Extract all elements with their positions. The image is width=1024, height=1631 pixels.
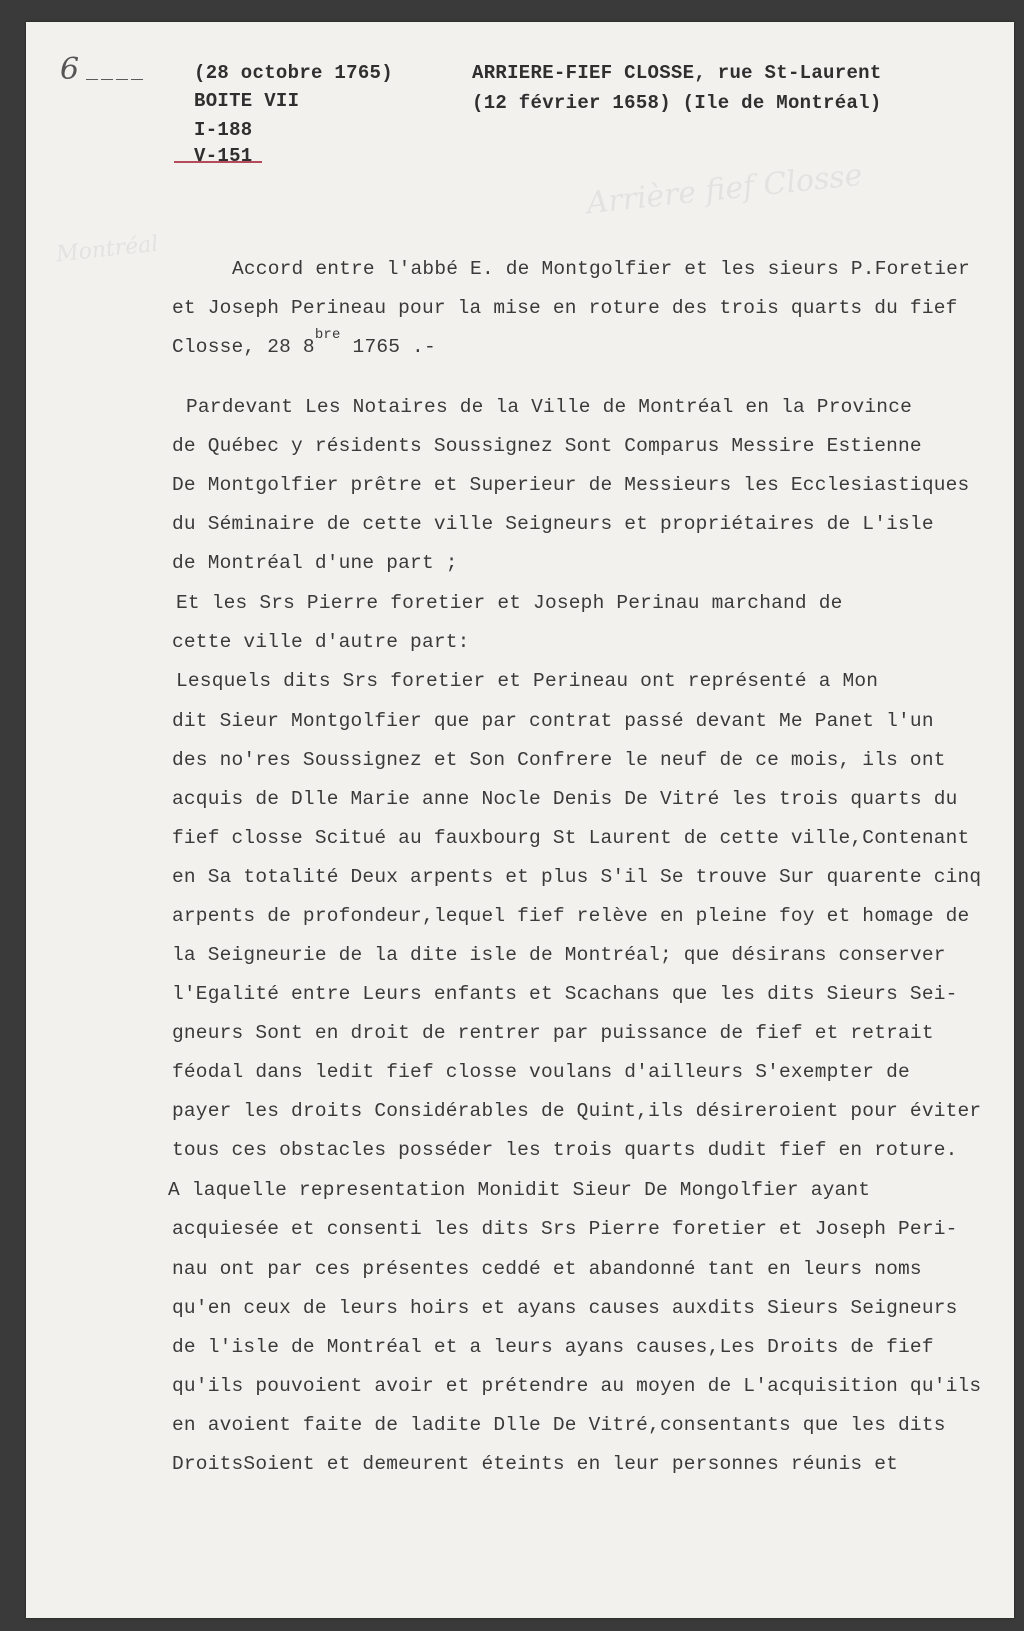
- header-ref-1: I-188: [194, 119, 253, 141]
- body-line: dit Sieur Montgolfier que par contrat passé devant Me Panet l'un: [172, 710, 934, 732]
- body-line: acquiesée et consenti les dits Srs Pierre foretier et Joseph Peri-: [172, 1218, 958, 1240]
- header-ref-2: V-151: [194, 145, 253, 167]
- body-line: féodal dans ledit fief closse voulans d'ailleurs S'exempter de: [172, 1061, 910, 1083]
- header-date: (28 octobre 1765): [194, 62, 393, 84]
- summary-line-1: Accord entre l'abbé E. de Montgolfier et les sieurs P.Foretier: [232, 258, 970, 280]
- header-subtitle: (12 février 1658) (Ile de Montréal): [472, 92, 882, 114]
- header-box: BOITE VII: [194, 90, 300, 112]
- header-ref-2-underline: [174, 161, 262, 163]
- body-line: de Québec y résidents Soussignez Sont Comparus Messire Estienne: [172, 435, 922, 457]
- body-line: arpents de profondeur,lequel fief relève en pleine foy et homage de: [172, 905, 970, 927]
- body-line: Lesquels dits Srs foretier et Perineau ont représenté a Mon: [176, 670, 879, 692]
- body-line: acquis de Dlle Marie anne Nocle Denis De Vitré les trois quarts du: [172, 788, 958, 810]
- header-title: ARRIERE-FIEF CLOSSE, rue St-Laurent: [472, 62, 882, 84]
- body-line: de l'isle de Montréal et a leurs ayans causes,Les Droits de fief: [172, 1336, 934, 1358]
- body-line: qu'ils pouvoient avoir et prétendre au moyen de L'acquisition qu'ils: [172, 1375, 982, 1397]
- body-line: Pardevant Les Notaires de la Ville de Montréal en la Province: [186, 396, 913, 418]
- body-line: la Seigneurie de la dite isle de Montréal; que désirans conserver: [172, 944, 946, 966]
- body-line: qu'en ceux de leurs hoirs et ayans causes auxdits Sieurs Seigneurs: [172, 1297, 958, 1319]
- bleed-through-mark: Montréal: [54, 231, 160, 268]
- body-line: gneurs Sont en droit de rentrer par puissance de fief et retrait: [172, 1022, 934, 1044]
- document-page: [26, 22, 1014, 1618]
- bleed-through-mark: Arrière fief Closse: [584, 157, 864, 222]
- summary-line-3-text: Closse, 28 8: [172, 336, 315, 358]
- body-line: de Montréal d'une part ;: [172, 552, 458, 574]
- body-line: payer les droits Considérables de Quint,ils désireroient pour éviter: [172, 1100, 982, 1122]
- body-line: en avoient faite de ladite Dlle De Vitré,consentants que les dits: [172, 1414, 946, 1436]
- body-line: cette ville d'autre part:: [172, 631, 470, 653]
- handwritten-number: 6: [60, 52, 80, 87]
- summary-line-2: et Joseph Perineau pour la mise en roture des trois quarts du fief: [172, 297, 958, 319]
- body-line: nau ont par ces présentes ceddé et abandonné tant en leurs noms: [172, 1258, 922, 1280]
- body-line: DroitsSoient et demeurent éteints en leur personnes réunis et: [172, 1453, 899, 1475]
- body-line: A laquelle representation Monidit Sieur De Mongolfier ayant: [168, 1179, 871, 1201]
- body-line: fief closse Scitué au fauxbourg St Laurent de cette ville,Contenant: [172, 827, 970, 849]
- body-line: Et les Srs Pierre foretier et Joseph Perinau marchand de: [176, 592, 843, 614]
- handwritten-dashes: ____: [86, 62, 147, 85]
- summary-line-3-year: 1765 .-: [340, 336, 436, 358]
- body-line: en Sa totalité Deux arpents et plus S'il Se trouve Sur quarente cinq: [172, 866, 982, 888]
- summary-line-3: [172, 327, 436, 358]
- summary-line-3-superscript: bre: [314, 327, 341, 343]
- body-line: tous ces obstacles posséder les trois quarts dudit fief en roture.: [172, 1139, 958, 1161]
- body-line: des no'res Soussignez et Son Confrere le neuf de ce mois, ils ont: [172, 749, 946, 771]
- body-line: l'Egalité entre Leurs enfants et Scachans que les dits Sieurs Sei-: [172, 983, 958, 1005]
- body-line: De Montgolfier prêtre et Superieur de Messieurs les Ecclesiastiques: [172, 474, 970, 496]
- body-line: du Séminaire de cette ville Seigneurs et propriétaires de L'isle: [172, 513, 934, 535]
